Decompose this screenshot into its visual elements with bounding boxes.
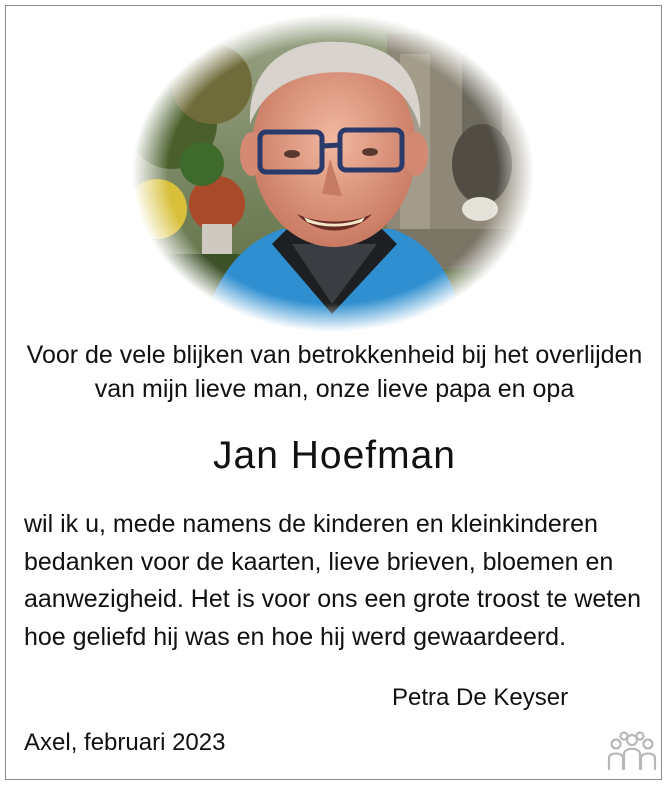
- intro-line: van mijn lieve man, onze lieve papa en opa: [94, 375, 575, 403]
- signature: Petra De Keyser: [392, 684, 569, 711]
- thank-you-text: [24, 506, 654, 656]
- body-line: bedanken voor de kaarten, lieve brieven, bloemen en: [24, 547, 614, 576]
- body-line: aanwezigheid. Het is voor ons een grote troost te weten: [24, 585, 642, 613]
- intro-text: [0, 338, 669, 406]
- body-line: hoe geliefd hij was en hoe hij werd gewaardeerd.: [24, 622, 567, 651]
- intro-line: Voor de vele blijken van betrokkenheid bij het overlijden: [26, 341, 643, 369]
- place-date: Axel, februari 2023: [24, 729, 226, 756]
- family-icon: [606, 730, 658, 772]
- portrait-photo: [132, 14, 534, 332]
- deceased-name: Jan Hoefman: [213, 434, 456, 477]
- body-line: wil ik u, mede namens de kinderen en kleinkinderen: [24, 510, 598, 538]
